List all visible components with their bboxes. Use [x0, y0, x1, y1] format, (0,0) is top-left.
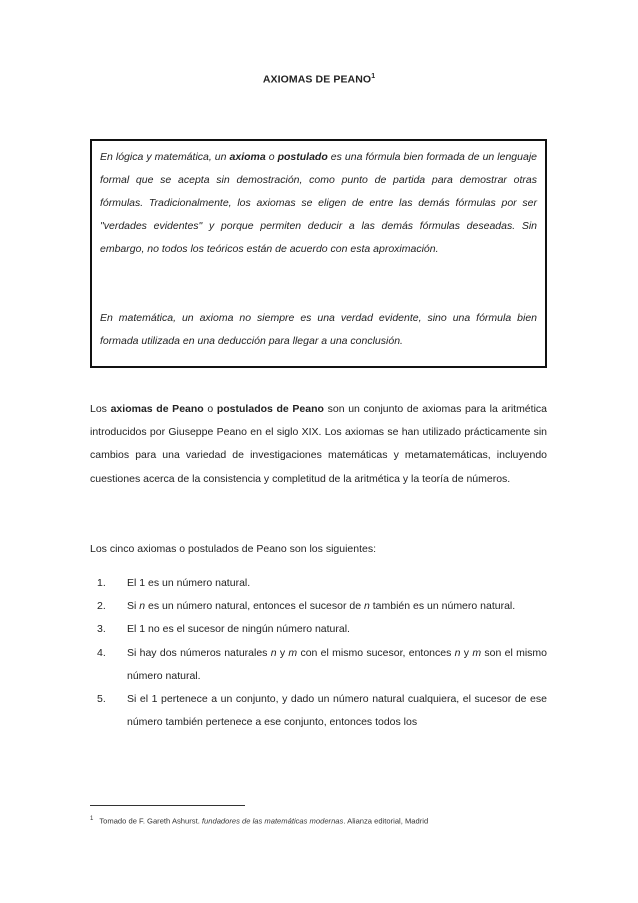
- footnote-marker: 1: [90, 816, 94, 822]
- text-span: Si: [127, 600, 140, 613]
- variable: m: [472, 646, 482, 659]
- list-item-text: Si el 1 pertenece a un conjunto, y dado un número natural cualquiera, el sucesor de ese número también pertenece a ese conjunto, entonces todos los: [127, 693, 547, 729]
- text-span: o: [265, 151, 278, 163]
- text-span: Si hay dos números naturales: [127, 646, 271, 659]
- definition-box: [90, 139, 547, 368]
- book-title: fundadores de las matemáticas modernas: [201, 816, 344, 826]
- term-postulado: postulado: [277, 151, 328, 163]
- text-span: es una fórmula bien formada de un lenguaje formal que se acepta sin demostración, como punto de partida para demostrar otras fórmulas. Tradicionalmente, los axiomas se eligen de entre las demás fórmulas por ser "verdades evidentes" y porque permiten deducir a las demás fórmulas deseadas. Sin embargo, no todos los teóricos están de acuerdo con esta aproximación.: [100, 151, 537, 255]
- text-span: son el mismo número natural.: [127, 646, 547, 682]
- intro-paragraph: [90, 398, 547, 491]
- list-number: 4.: [97, 646, 106, 659]
- list-item-text: El 1 no es el sucesor de ningún número natural.: [127, 623, 350, 636]
- list-number: 1.: [97, 577, 106, 589]
- term-axioma: axioma: [229, 151, 266, 163]
- text-span: Tomado de F. Gareth Ashurst.: [99, 816, 202, 826]
- list-number: 3.: [97, 623, 106, 636]
- variable: n: [139, 600, 146, 613]
- definition-paragraph: [100, 146, 537, 261]
- page-title: [0, 73, 638, 86]
- title-footnote-marker: 1: [371, 73, 376, 80]
- text-span: y: [460, 646, 473, 659]
- variable: n: [454, 646, 461, 659]
- text-span: En lógica y matemática, un: [100, 151, 230, 163]
- text-span: . Alianza editorial, Madrid: [343, 816, 429, 826]
- variable: n: [364, 600, 370, 613]
- text-span: con el mismo sucesor, entonces: [297, 646, 455, 659]
- list-item-text: El 1 es un número natural.: [127, 577, 251, 589]
- list-item: [90, 618, 547, 641]
- title-text: AXIOMAS DE PEANO: [262, 73, 372, 86]
- list-item: [90, 642, 547, 688]
- list-number: 5.: [97, 693, 106, 706]
- definition-paragraph-2: En matemática, un axioma no siempre es una verdad evidente, sino una fórmula bien formada utilizada en una deducción para llegar a una conclusión.: [100, 312, 537, 347]
- list-item: [90, 595, 547, 618]
- footnote-divider: [90, 805, 245, 806]
- list-item: [90, 688, 547, 734]
- text-span: Los: [90, 403, 111, 415]
- term-postulados-de-peano: postulados de Peano: [216, 403, 324, 415]
- text-span: es un número natural, entonces el sucesor de: [145, 600, 364, 613]
- text-span: también es un número natural.: [369, 600, 516, 613]
- variable: n: [270, 646, 277, 659]
- list-item: [90, 572, 547, 595]
- list-intro: Los cinco axiomas o postulados de Peano son los siguientes:: [90, 543, 377, 555]
- variable: m: [288, 646, 298, 659]
- text-span: o: [203, 403, 217, 415]
- footnote: [90, 814, 560, 827]
- list-number: 2.: [97, 600, 106, 613]
- axiom-list: [90, 572, 547, 734]
- text-span: y: [276, 646, 289, 659]
- term-axiomas-de-peano: axiomas de Peano: [110, 403, 204, 415]
- text-span: son un conjunto de axiomas para la aritmética introducidos por Giuseppe Peano en el siglo XIX. Los axiomas se han utilizado prácticamente sin cambios para una variedad de investigaciones matemáticas y metamatemáticas, incluyendo cuestiones acerca de la consistencia y completitud de la aritmética y la teoría de números.: [90, 403, 547, 485]
